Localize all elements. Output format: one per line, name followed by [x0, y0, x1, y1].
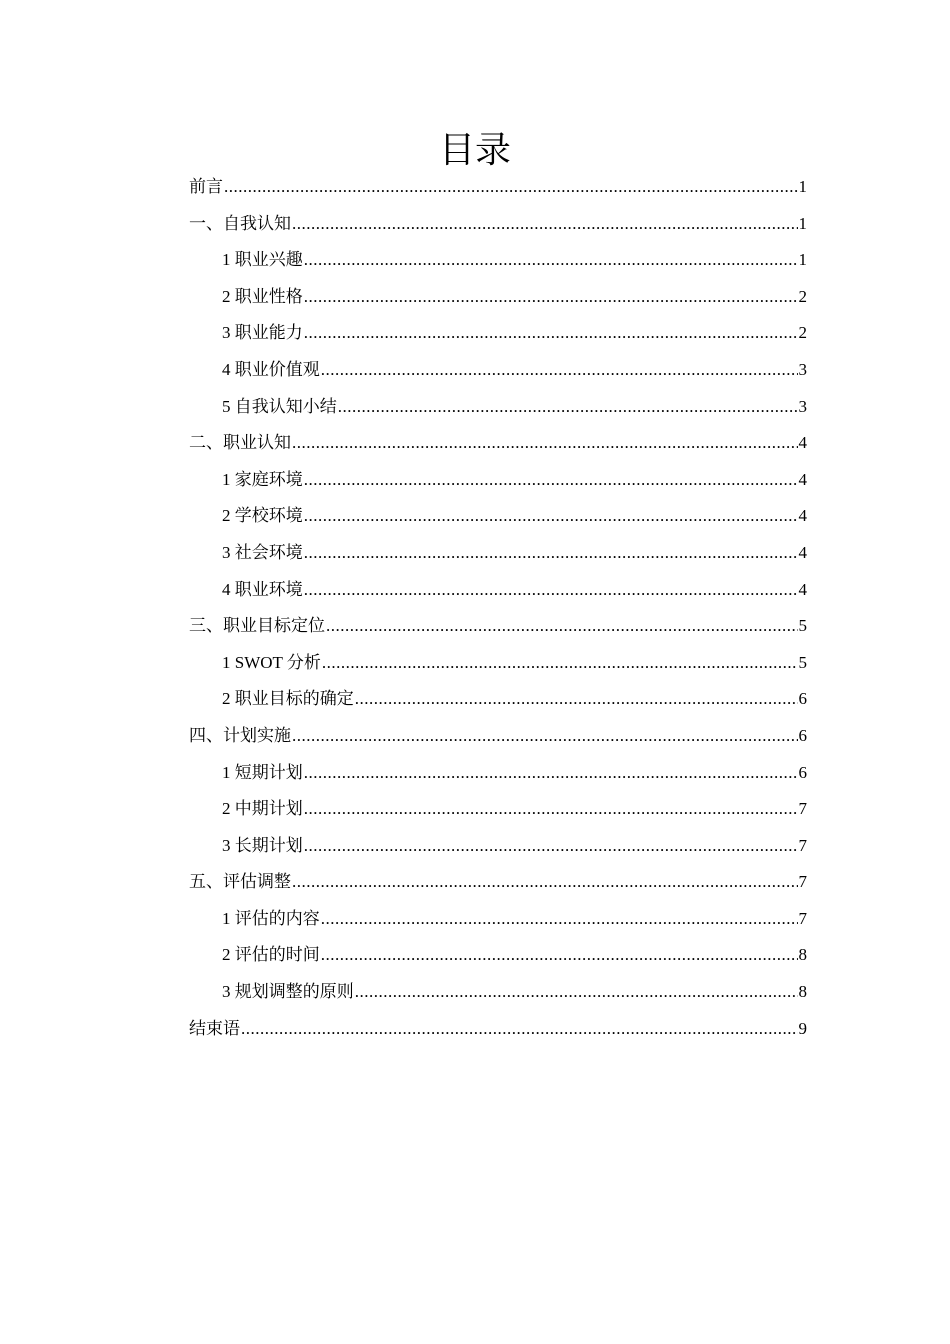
toc-dot-leader: [304, 315, 798, 352]
toc-dot-leader: [321, 352, 798, 389]
toc-dot-leader: [304, 242, 798, 279]
toc-page-number: 4: [798, 506, 807, 526]
toc-entry[interactable]: [189, 645, 807, 682]
toc-page-number: 7: [798, 799, 807, 819]
toc-dot-leader: [304, 572, 798, 609]
toc-page-number: 8: [798, 982, 807, 1002]
toc-page-number: 2: [798, 323, 807, 343]
toc-page-number: 4: [798, 542, 807, 562]
toc-entry-label: 2 评估的时间: [222, 945, 320, 965]
toc-dot-leader: [224, 169, 798, 206]
toc-entry[interactable]: [189, 901, 807, 938]
toc-page-number: 8: [798, 945, 807, 965]
toc-entry-label: 1 短期计划: [222, 762, 303, 782]
toc-dot-leader: [304, 791, 798, 828]
toc-entry-label: 二、职业认知: [189, 433, 291, 453]
table-of-contents: [189, 169, 807, 1047]
toc-page-number: 7: [798, 835, 807, 855]
toc-page-number: 6: [798, 725, 807, 745]
toc-entry-label: 3 规划调整的原则: [222, 982, 354, 1002]
toc-page-number: 5: [798, 652, 807, 672]
toc-dot-leader: [292, 206, 798, 243]
toc-page-number: 6: [798, 762, 807, 782]
toc-entry-label: 2 中期计划: [222, 799, 303, 819]
toc-dot-leader: [304, 462, 798, 499]
toc-dot-leader: [292, 425, 798, 462]
toc-dot-leader: [292, 864, 798, 901]
toc-entry[interactable]: [189, 572, 807, 609]
toc-entry-label: 2 学校环境: [222, 506, 303, 526]
toc-dot-leader: [304, 498, 798, 535]
toc-dot-leader: [338, 389, 798, 426]
toc-page-number: 1: [798, 213, 807, 233]
toc-entry[interactable]: [189, 206, 807, 243]
toc-dot-leader: [355, 974, 798, 1011]
toc-entry[interactable]: [189, 828, 807, 865]
toc-page-number: 5: [798, 616, 807, 636]
toc-entry[interactable]: [189, 1011, 807, 1048]
toc-entry-label: 四、计划实施: [189, 725, 291, 745]
toc-entry-label: 五、评估调整: [189, 872, 291, 892]
toc-entry[interactable]: [189, 791, 807, 828]
toc-entry-label: 1 评估的内容: [222, 908, 320, 928]
toc-page-number: 3: [798, 359, 807, 379]
toc-dot-leader: [322, 645, 798, 682]
toc-entry-label: 前言: [189, 177, 223, 196]
toc-dot-leader: [292, 718, 798, 755]
toc-entry[interactable]: [189, 389, 807, 426]
toc-entry-label: 1 职业兴趣: [222, 250, 303, 270]
toc-page-number: 4: [798, 469, 807, 489]
toc-dot-leader: [304, 535, 798, 572]
toc-dot-leader: [355, 681, 798, 718]
toc-entry-label: 三、职业目标定位: [189, 616, 325, 636]
toc-page-number: 4: [798, 433, 807, 453]
toc-entry[interactable]: [189, 937, 807, 974]
toc-entry[interactable]: [189, 535, 807, 572]
toc-entry[interactable]: [189, 864, 807, 901]
toc-page-number: 1: [798, 177, 807, 196]
toc-entry-label: 3 社会环境: [222, 542, 303, 562]
toc-entry[interactable]: [189, 462, 807, 499]
toc-entry[interactable]: [189, 681, 807, 718]
toc-entry-label: 3 长期计划: [222, 835, 303, 855]
toc-entry[interactable]: [189, 425, 807, 462]
toc-page-number: 7: [798, 872, 807, 892]
toc-entry[interactable]: [189, 242, 807, 279]
toc-entry[interactable]: [189, 498, 807, 535]
toc-entry-label: 4 职业环境: [222, 579, 303, 599]
toc-page-number: 4: [798, 579, 807, 599]
toc-title: 目录: [438, 130, 511, 170]
toc-entry-label: 1 家庭环境: [222, 469, 303, 489]
toc-page-number: 6: [798, 689, 807, 709]
toc-entry[interactable]: [189, 352, 807, 389]
toc-entry-label: 1 SWOT 分析: [222, 652, 321, 672]
toc-page-number: 2: [798, 286, 807, 306]
toc-page-number: 7: [798, 908, 807, 928]
toc-dot-leader: [304, 279, 798, 316]
toc-entry-label: 2 职业性格: [222, 286, 303, 306]
toc-dot-leader: [304, 755, 798, 792]
toc-dot-leader: [321, 901, 798, 938]
toc-entry[interactable]: [189, 315, 807, 352]
toc-dot-leader: [304, 828, 798, 865]
toc-entry[interactable]: [189, 718, 807, 755]
toc-page-number: 1: [798, 250, 807, 270]
toc-entry-label: 3 职业能力: [222, 323, 303, 343]
toc-entry-label: 2 职业目标的确定: [222, 689, 354, 709]
toc-entry[interactable]: [189, 974, 807, 1011]
toc-entry-label: 5 自我认知小结: [222, 396, 337, 416]
toc-entry[interactable]: [189, 279, 807, 316]
toc-page-number: 3: [798, 396, 807, 416]
toc-entry-label: 4 职业价值观: [222, 359, 320, 379]
toc-entry-label: 一、自我认知: [189, 213, 291, 233]
toc-entry[interactable]: [189, 608, 807, 645]
toc-dot-leader: [241, 1011, 798, 1048]
toc-entry[interactable]: [189, 169, 807, 206]
toc-dot-leader: [321, 937, 798, 974]
toc-entry-label: 结束语: [189, 1018, 240, 1038]
toc-page-number: 9: [798, 1018, 807, 1038]
toc-entry[interactable]: [189, 755, 807, 792]
toc-dot-leader: [326, 608, 798, 645]
